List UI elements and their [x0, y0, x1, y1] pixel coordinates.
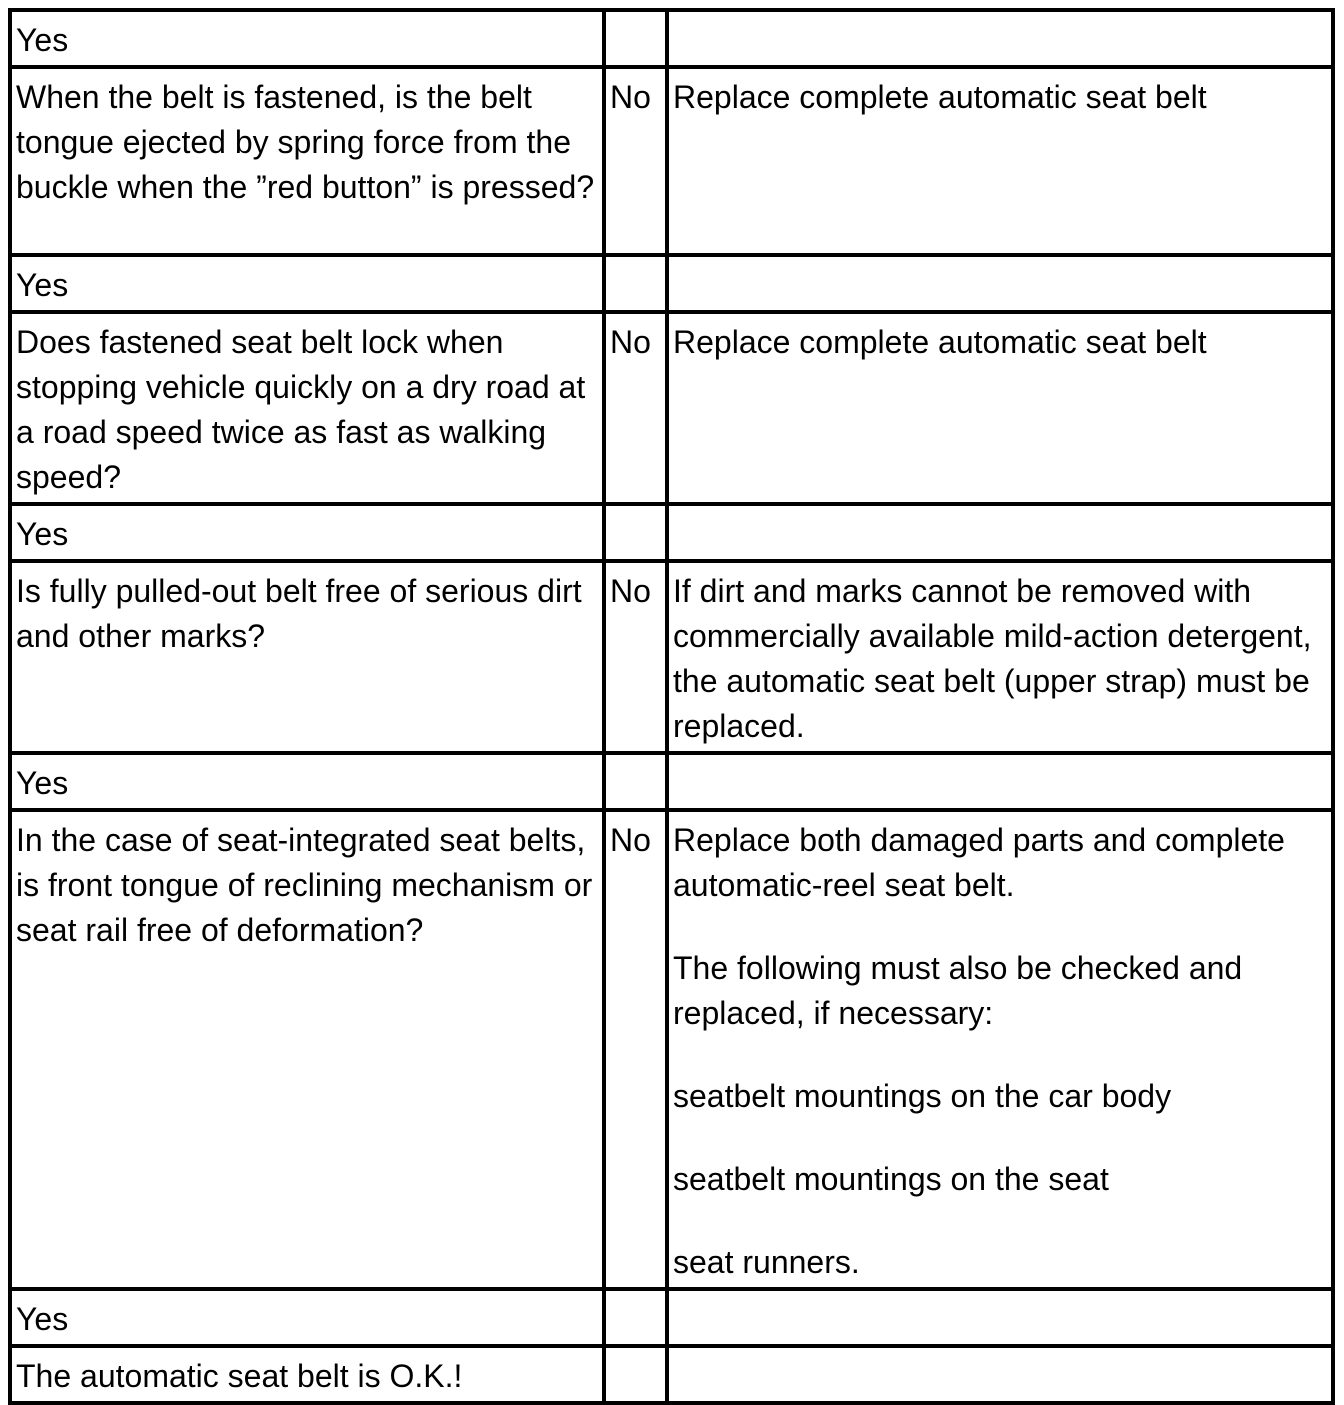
table-row — [10, 255, 1333, 312]
answer-cell: No — [604, 561, 667, 753]
table-row — [10, 504, 1333, 561]
answer-cell — [604, 255, 667, 312]
remedy-cell — [667, 312, 1333, 504]
question-cell: Does fastened seat belt lock when stopping vehicle quickly on a dry road at a road speed twice as fast as walking speed? — [10, 312, 604, 504]
table-row — [10, 561, 1333, 753]
answer-cell — [604, 753, 667, 810]
remedy-cell — [667, 810, 1333, 1289]
table-row — [10, 1346, 1333, 1403]
remedy-text: seatbelt mountings on the seat — [673, 1161, 1109, 1197]
answer-cell — [604, 1346, 667, 1403]
remedy-text: Replace complete automatic seat belt — [673, 324, 1207, 360]
remedy-cell — [667, 504, 1333, 561]
remedy-cell — [667, 1289, 1333, 1346]
table-row — [10, 312, 1333, 504]
remedy-text: seatbelt mountings on the car body — [673, 1078, 1172, 1114]
table-row — [10, 753, 1333, 810]
question-cell: Yes — [10, 504, 604, 561]
remedy-text: Replace complete automatic seat belt — [673, 79, 1207, 115]
question-cell: Yes — [10, 10, 604, 67]
question-cell: Yes — [10, 753, 604, 810]
remedy-cell — [667, 561, 1333, 753]
question-cell: Yes — [10, 255, 604, 312]
seat-belt-checklist-table — [8, 8, 1335, 1405]
remedy-cell — [667, 255, 1333, 312]
table-row — [10, 10, 1333, 67]
remedy-cell — [667, 10, 1333, 67]
remedy-text: If dirt and marks cannot be removed with commercially available mild-action detergent, the automatic seat belt (upper strap) must be replaced. — [673, 573, 1312, 744]
remedy-cell — [667, 1346, 1333, 1403]
question-cell: The automatic seat belt is O.K.! — [10, 1346, 604, 1403]
question-cell: When the belt is fastened, is the belt tongue ejected by spring force from the buckle when the ”red button” is pressed? — [10, 67, 604, 255]
answer-cell — [604, 10, 667, 67]
question-cell: Is fully pulled-out belt free of serious dirt and other marks? — [10, 561, 604, 753]
table-row — [10, 1289, 1333, 1346]
answer-cell — [604, 504, 667, 561]
remedy-text: seat runners. — [673, 1244, 860, 1280]
answer-cell: No — [604, 67, 667, 255]
answer-cell: No — [604, 810, 667, 1289]
remedy-cell — [667, 67, 1333, 255]
answer-cell — [604, 1289, 667, 1346]
table-row — [10, 67, 1333, 255]
answer-cell: No — [604, 312, 667, 504]
remedy-cell — [667, 753, 1333, 810]
remedy-text: Replace both damaged parts and complete automatic-reel seat belt. — [673, 822, 1285, 903]
question-cell: In the case of seat-integrated seat belts, is front tongue of reclining mechanism or seat rail free of deformation? — [10, 810, 604, 1289]
remedy-text: The following must also be checked and replaced, if necessary: — [673, 950, 1243, 1031]
question-cell: Yes — [10, 1289, 604, 1346]
table-row — [10, 810, 1333, 1289]
